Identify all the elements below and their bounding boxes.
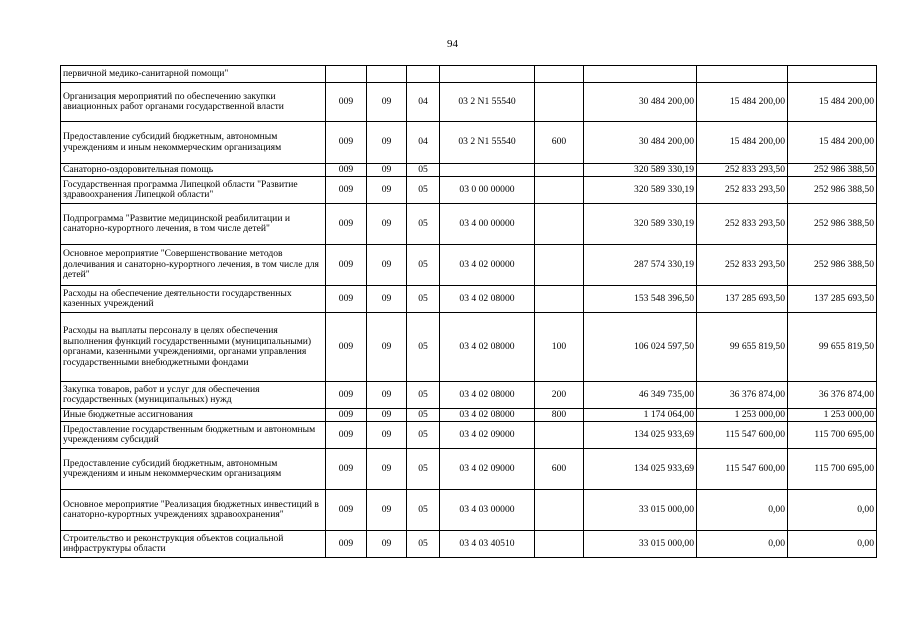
section-code-cell: 09: [367, 204, 407, 245]
target-article-cell: [440, 66, 535, 83]
ministry-code-cell: 009: [326, 422, 367, 449]
amount-year1-cell: 30 484 200,00: [584, 83, 697, 122]
ministry-code-cell: 009: [326, 490, 367, 531]
table-row: [61, 531, 877, 558]
section-code-cell: 09: [367, 245, 407, 286]
amount-year2-cell: 137 285 693,50: [697, 286, 788, 313]
amount-year2-cell: 252 833 293,50: [697, 177, 788, 204]
row-name-cell: Предоставление субсидий бюджетным, автономным учреждениям и иным некоммерческим организациям: [61, 449, 326, 490]
section-code-cell: [367, 66, 407, 83]
row-name-cell: Государственная программа Липецкой области "Развитие здравоохранения Липецкой области": [61, 177, 326, 204]
amount-year2-cell: 99 655 819,50: [697, 313, 788, 382]
subsection-code-cell: 05: [407, 422, 440, 449]
target-article-cell: 03 4 02 08000: [440, 286, 535, 313]
amount-year3-cell: [788, 66, 877, 83]
amount-year1-cell: 30 484 200,00: [584, 122, 697, 164]
subsection-code-cell: [407, 66, 440, 83]
amount-year3-cell: 115 700 695,00: [788, 449, 877, 490]
row-name-cell: Иные бюджетные ассигнования: [61, 409, 326, 422]
expense-type-cell: [535, 204, 584, 245]
amount-year3-cell: 252 986 388,50: [788, 204, 877, 245]
row-name-cell: Предоставление субсидий бюджетным, автономным учреждениям и иным некоммерческим организациям: [61, 122, 326, 164]
expense-type-cell: [535, 177, 584, 204]
section-code-cell: 09: [367, 449, 407, 490]
target-article-cell: 03 4 02 00000: [440, 245, 535, 286]
amount-year2-cell: 1 253 000,00: [697, 409, 788, 422]
amount-year1-cell: 320 589 330,19: [584, 204, 697, 245]
target-article-cell: 03 2 N1 55540: [440, 122, 535, 164]
ministry-code-cell: [326, 66, 367, 83]
amount-year3-cell: 115 700 695,00: [788, 422, 877, 449]
amount-year3-cell: 99 655 819,50: [788, 313, 877, 382]
subsection-code-cell: 04: [407, 122, 440, 164]
row-name-cell: Организация мероприятий по обеспечению закупки авиационных работ органами государственной власти: [61, 83, 326, 122]
ministry-code-cell: 009: [326, 382, 367, 409]
table-row: [61, 382, 877, 409]
amount-year2-cell: 15 484 200,00: [697, 83, 788, 122]
amount-year2-cell: 252 833 293,50: [697, 204, 788, 245]
target-article-cell: 03 4 02 08000: [440, 382, 535, 409]
subsection-code-cell: 05: [407, 286, 440, 313]
ministry-code-cell: 009: [326, 449, 367, 490]
row-name-cell: Расходы на выплаты персоналу в целях обеспечения выполнения функций государственными (муниципальными) органами, казенными учреждениями, органами управления государственными внебюджетными фондами: [61, 313, 326, 382]
row-name-cell: Санаторно-оздоровительная помощь: [61, 164, 326, 177]
target-article-cell: 03 4 02 09000: [440, 422, 535, 449]
target-article-cell: [440, 164, 535, 177]
section-code-cell: 09: [367, 409, 407, 422]
subsection-code-cell: 05: [407, 531, 440, 558]
ministry-code-cell: 009: [326, 409, 367, 422]
amount-year1-cell: 33 015 000,00: [584, 490, 697, 531]
expense-type-cell: 100: [535, 313, 584, 382]
section-code-cell: 09: [367, 382, 407, 409]
row-name-cell: первичной медико-санитарной помощи": [61, 66, 326, 83]
expense-type-cell: [535, 531, 584, 558]
amount-year3-cell: 252 986 388,50: [788, 245, 877, 286]
row-name-cell: Расходы на обеспечение деятельности государственных казенных учреждений: [61, 286, 326, 313]
table-row: [61, 490, 877, 531]
expense-type-cell: [535, 66, 584, 83]
subsection-code-cell: 05: [407, 382, 440, 409]
ministry-code-cell: 009: [326, 83, 367, 122]
table-row: [61, 313, 877, 382]
section-code-cell: 09: [367, 490, 407, 531]
row-name-cell: Основное мероприятие "Реализация бюджетных инвестиций в санаторно-курортных учреждениях здравоохранения": [61, 490, 326, 531]
section-code-cell: 09: [367, 531, 407, 558]
table-row: [61, 286, 877, 313]
section-code-cell: 09: [367, 164, 407, 177]
amount-year1-cell: 320 589 330,19: [584, 164, 697, 177]
amount-year2-cell: 0,00: [697, 531, 788, 558]
table-row: [61, 83, 877, 122]
expense-type-cell: 800: [535, 409, 584, 422]
amount-year1-cell: 1 174 064,00: [584, 409, 697, 422]
row-name-cell: Основное мероприятие "Совершенствование методов долечивания и санаторно-курортного лечения, в том числе для детей": [61, 245, 326, 286]
table-row: [61, 164, 877, 177]
subsection-code-cell: 04: [407, 83, 440, 122]
section-code-cell: 09: [367, 122, 407, 164]
expense-type-cell: [535, 245, 584, 286]
ministry-code-cell: 009: [326, 531, 367, 558]
section-code-cell: 09: [367, 177, 407, 204]
target-article-cell: 03 4 02 08000: [440, 409, 535, 422]
ministry-code-cell: 009: [326, 164, 367, 177]
table-row: [61, 245, 877, 286]
amount-year3-cell: 0,00: [788, 490, 877, 531]
target-article-cell: 03 0 00 00000: [440, 177, 535, 204]
subsection-code-cell: 05: [407, 490, 440, 531]
ministry-code-cell: 009: [326, 286, 367, 313]
subsection-code-cell: 05: [407, 177, 440, 204]
amount-year2-cell: [697, 66, 788, 83]
amount-year1-cell: 134 025 933,69: [584, 449, 697, 490]
amount-year2-cell: 0,00: [697, 490, 788, 531]
amount-year3-cell: 252 986 388,50: [788, 164, 877, 177]
row-name-cell: Закупка товаров, работ и услуг для обеспечения государственных (муниципальных) нужд: [61, 382, 326, 409]
subsection-code-cell: 05: [407, 245, 440, 286]
amount-year3-cell: 0,00: [788, 531, 877, 558]
amount-year3-cell: 1 253 000,00: [788, 409, 877, 422]
row-name-cell: Строительство и реконструкция объектов социальной инфраструктуры области: [61, 531, 326, 558]
table-row: [61, 449, 877, 490]
amount-year2-cell: 252 833 293,50: [697, 245, 788, 286]
budget-table: [60, 65, 877, 558]
expense-type-cell: [535, 490, 584, 531]
amount-year3-cell: 137 285 693,50: [788, 286, 877, 313]
expense-type-cell: [535, 164, 584, 177]
table-row: [61, 66, 877, 83]
table-row: [61, 177, 877, 204]
section-code-cell: 09: [367, 313, 407, 382]
expense-type-cell: [535, 422, 584, 449]
amount-year3-cell: 36 376 874,00: [788, 382, 877, 409]
expense-type-cell: [535, 286, 584, 313]
target-article-cell: 03 4 03 40510: [440, 531, 535, 558]
amount-year2-cell: 252 833 293,50: [697, 164, 788, 177]
amount-year3-cell: 15 484 200,00: [788, 122, 877, 164]
amount-year1-cell: [584, 66, 697, 83]
row-name-cell: Предоставление государственным бюджетным и автономным учреждениям субсидий: [61, 422, 326, 449]
page-number: 94: [447, 38, 458, 50]
ministry-code-cell: 009: [326, 122, 367, 164]
section-code-cell: 09: [367, 422, 407, 449]
target-article-cell: 03 4 00 00000: [440, 204, 535, 245]
table-row: [61, 122, 877, 164]
amount-year3-cell: 15 484 200,00: [788, 83, 877, 122]
subsection-code-cell: 05: [407, 449, 440, 490]
expense-type-cell: 600: [535, 449, 584, 490]
amount-year2-cell: 36 376 874,00: [697, 382, 788, 409]
amount-year3-cell: 252 986 388,50: [788, 177, 877, 204]
ministry-code-cell: 009: [326, 245, 367, 286]
amount-year2-cell: 115 547 600,00: [697, 449, 788, 490]
amount-year1-cell: 134 025 933,69: [584, 422, 697, 449]
ministry-code-cell: 009: [326, 204, 367, 245]
expense-type-cell: 200: [535, 382, 584, 409]
subsection-code-cell: 05: [407, 164, 440, 177]
table-row: [61, 422, 877, 449]
amount-year1-cell: 46 349 735,00: [584, 382, 697, 409]
target-article-cell: 03 4 02 08000: [440, 313, 535, 382]
target-article-cell: 03 2 N1 55540: [440, 83, 535, 122]
subsection-code-cell: 05: [407, 409, 440, 422]
target-article-cell: 03 4 02 09000: [440, 449, 535, 490]
amount-year1-cell: 153 548 396,50: [584, 286, 697, 313]
table-row: [61, 409, 877, 422]
amount-year1-cell: 33 015 000,00: [584, 531, 697, 558]
target-article-cell: 03 4 03 00000: [440, 490, 535, 531]
ministry-code-cell: 009: [326, 177, 367, 204]
section-code-cell: 09: [367, 83, 407, 122]
amount-year1-cell: 287 574 330,19: [584, 245, 697, 286]
expense-type-cell: [535, 83, 584, 122]
amount-year2-cell: 15 484 200,00: [697, 122, 788, 164]
table-row: [61, 204, 877, 245]
amount-year1-cell: 320 589 330,19: [584, 177, 697, 204]
amount-year1-cell: 106 024 597,50: [584, 313, 697, 382]
subsection-code-cell: 05: [407, 204, 440, 245]
row-name-cell: Подпрограмма "Развитие медицинской реабилитации и санаторно-курортного лечения, в том числе детей": [61, 204, 326, 245]
section-code-cell: 09: [367, 286, 407, 313]
amount-year2-cell: 115 547 600,00: [697, 422, 788, 449]
ministry-code-cell: 009: [326, 313, 367, 382]
expense-type-cell: 600: [535, 122, 584, 164]
subsection-code-cell: 05: [407, 313, 440, 382]
